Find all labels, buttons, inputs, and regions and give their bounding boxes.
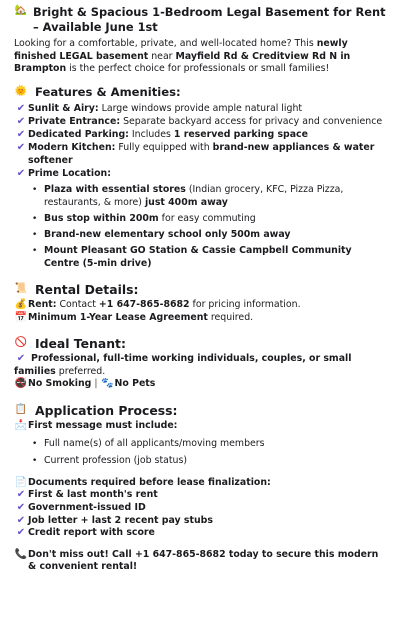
check-icon: ✔ [16,116,26,128]
rental-heading: 📜 Rental Details: [14,282,139,298]
lease-line: 📅 Minimum 1-Year Lease Agreement required. [14,311,254,323]
features-heading: 🌞 Features & Amenities: [14,84,181,99]
documents-heading: 📄 Documents required before lease finalization: [14,476,271,488]
prohibited-icon: 🚫 [14,337,28,349]
check-icon: ✔ [16,489,26,501]
first-message-list [14,438,388,468]
check-icon: ✔ [16,527,26,539]
first-message-line: 📩 First message must include: [14,420,178,432]
rent-line: 💰 Rent: Contact +1 647-865-8682 for pricing information. [14,299,301,311]
listing-title: 🏡 Bright & Spacious 1-Bedroom Legal Basement for Rent – Available June 1st [14,5,386,34]
intro-paragraph: Looking for a comfortable, private, and well-located home? This newly finished LEGAL basement near Mayfield Rd & Creditview Rd N in Brampton is the perfect choice for professionals or small families! [14,38,351,75]
check-icon: ✔ [16,502,26,514]
list-item: • Full name(s) of all applicants/moving members [32,437,265,449]
rental-details [14,299,388,324]
check-icon: ✔ [16,167,26,179]
document-item: ✔ Credit report with score [14,527,388,540]
location-item: • Brand-new elementary school only 500m away [32,228,291,240]
location-item: • Mount Pleasant GO Station & Cassie Campbell Community Centre (5-min drive) [32,244,352,269]
tenant-details [14,353,388,391]
inbox-icon: 📩 [14,420,28,432]
sun-icon: 🌞 [14,86,28,98]
listing-post [14,5,388,574]
document-item: ✔ Job letter + last 2 recent pay stubs [14,515,388,528]
paw-icon: 🐾 [101,378,114,390]
check-icon: ✔ [16,353,26,365]
feature-item: ✔ Modern Kitchen: Fully equipped with brand-new appliances & water softener [14,142,388,167]
house-icon: 🏡 [14,5,28,16]
check-icon: ✔ [16,129,26,141]
calendar-icon: 📅 [14,311,28,323]
document-icon: 📄 [14,476,28,488]
document-item: ✔ First & last month's rent [14,489,388,502]
location-item: • Bus stop within 200m for easy commuting [32,212,256,224]
phone-icon: 📞 [14,548,28,560]
money-bag-icon: 💰 [14,299,28,311]
application-details [14,420,388,540]
tenant-heading: 🚫 Ideal Tenant: [14,336,126,352]
list-item: • Current profession (job status) [32,455,188,467]
memo-icon: 📋 [14,404,28,416]
application-heading: 📋 Application Process: [14,403,178,419]
features-list [14,103,388,270]
check-icon: ✔ [16,514,26,526]
feature-item: ✔ Sunlit & Airy: Large windows provide ample natural light [14,103,388,116]
document-item: ✔ Government-issued ID [14,502,388,515]
location-item: • Plaza with essential stores (Indian grocery, KFC, Pizza Pizza, restaurants, & more) just 400m away [32,184,344,208]
check-icon: ✔ [16,142,26,154]
no-smoking-icon: 🚭 [14,378,28,390]
check-icon: ✔ [16,102,26,114]
feature-item: ✔ Private Entrance: Separate backyard access for privacy and convenience [14,116,388,129]
call-to-action: 📞 Don't miss out! Call +1 647-865-8682 today to secure this modern & convenient rental! [14,548,379,573]
tenant-description: ✔ Professional, full-time working individuals, couples, or small families preferred. [14,353,352,377]
restrictions-line: 🚭 No Smoking | 🐾 No Pets [14,378,156,390]
feature-item: ✔ Prime Location: [14,168,388,181]
scroll-icon: 📜 [14,283,28,295]
feature-item: ✔ Dedicated Parking: Includes 1 reserved parking space [14,129,388,142]
